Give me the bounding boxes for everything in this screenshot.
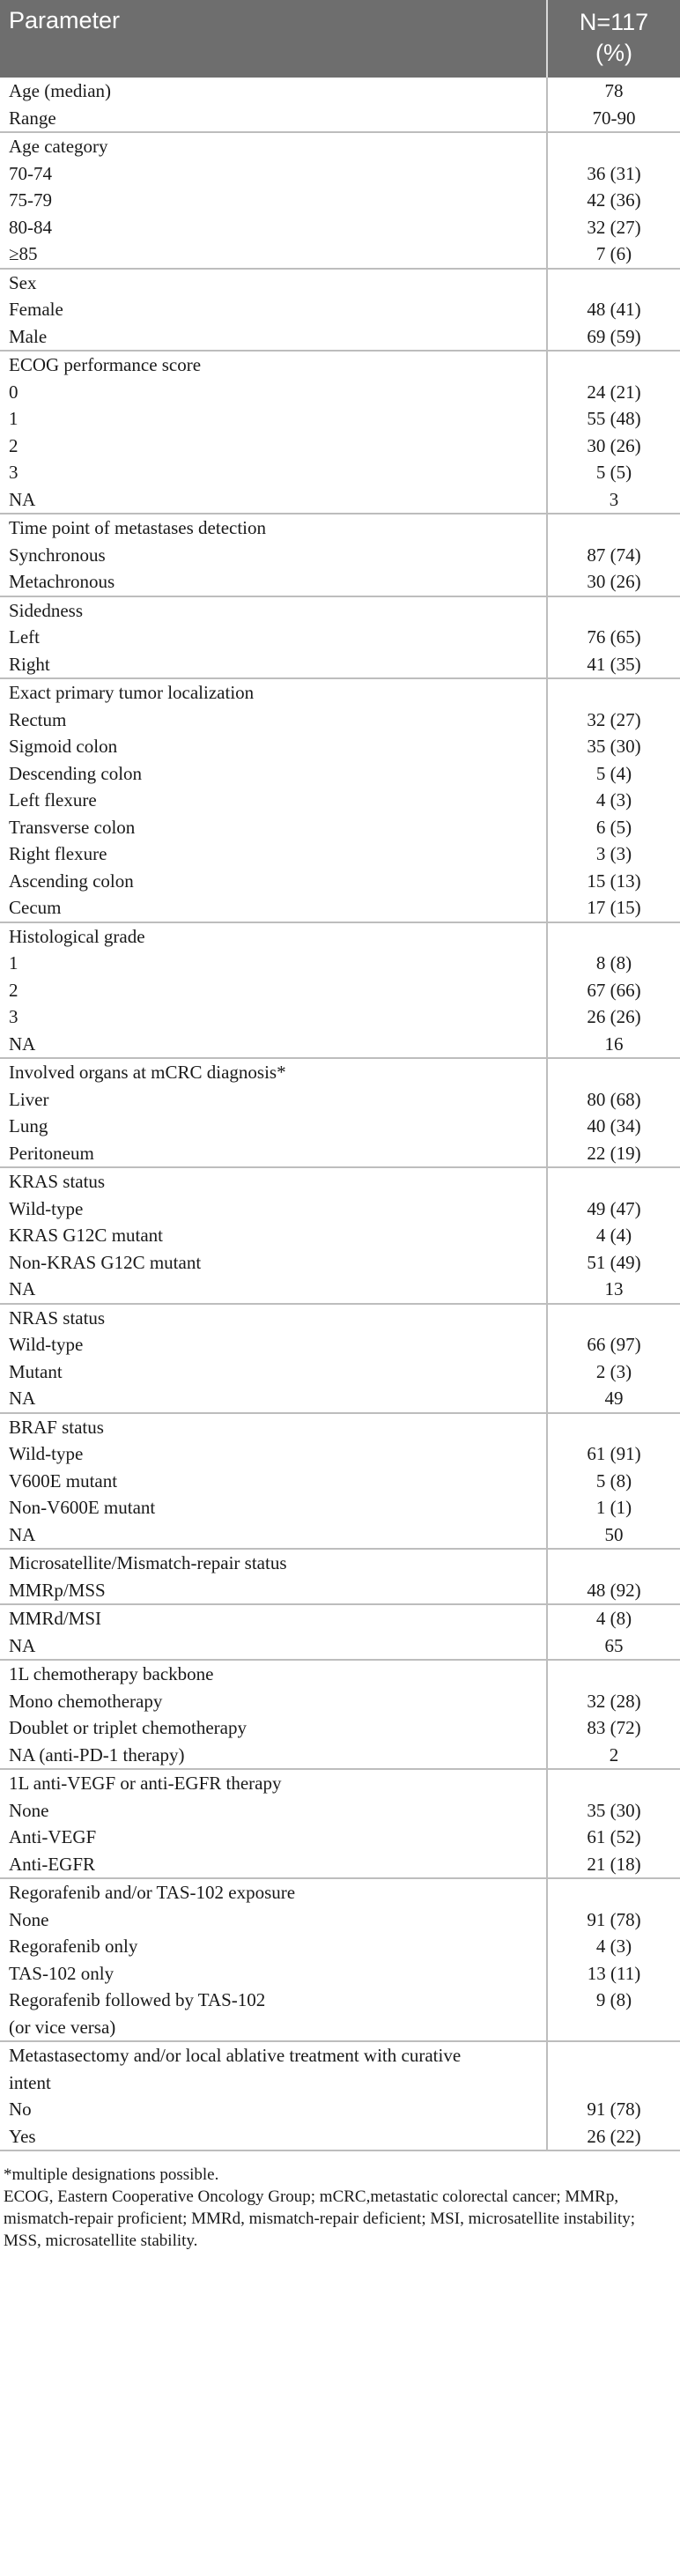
- parameter-value: 78: [604, 80, 624, 101]
- parameter-label: NRAS status: [9, 1307, 106, 1329]
- parameter-label: TAS-102 only: [9, 1962, 115, 1984]
- parameter-label: ECOG performance score: [9, 354, 202, 375]
- parameter-label: 2: [9, 434, 18, 456]
- parameter-cell: [0, 1605, 546, 1659]
- value-cell: [546, 1414, 680, 1549]
- parameter-label: Synchronous: [9, 544, 106, 566]
- parameter-value: 91 (78): [587, 2099, 641, 2120]
- table-row-group: [0, 2042, 680, 2151]
- parameter-value: 21 (18): [587, 1853, 641, 1875]
- table-row-group: [0, 514, 680, 597]
- value-cell: [546, 270, 680, 351]
- parameter-value: 32 (27): [587, 216, 641, 238]
- header-n-percent: (%): [595, 40, 632, 66]
- parameter-value: 49 (47): [587, 1197, 641, 1219]
- parameter-label: Anti-EGFR: [9, 1853, 96, 1875]
- parameter-value: [548, 1414, 680, 1441]
- parameter-value: 22 (19): [587, 1142, 641, 1164]
- parameter-value: 40 (34): [587, 1115, 641, 1136]
- parameter-label: Liver: [9, 1088, 49, 1110]
- parameter-value: 17 (15): [587, 897, 641, 918]
- parameter-label: Age category: [9, 136, 108, 157]
- value-cell: [546, 1059, 680, 1166]
- parameter-label: 1: [9, 408, 18, 429]
- parameter-label: Wild-type: [9, 1197, 84, 1219]
- parameter-value: [548, 2014, 680, 2041]
- table-row-group: [0, 1661, 680, 1770]
- parameter-cell: [0, 1770, 546, 1877]
- parameter-label: None: [9, 1799, 49, 1821]
- parameter-label: Time point of metastases detection: [9, 517, 267, 538]
- parameter-value: [548, 1059, 680, 1086]
- parameter-label: Metachronous: [9, 571, 115, 592]
- parameter-value: [548, 133, 680, 160]
- parameter-value: 32 (28): [587, 1690, 641, 1712]
- parameter-label: NA (anti-PD-1 therapy): [9, 1743, 185, 1765]
- table-row-group: [0, 1168, 680, 1305]
- footnote-line: mismatch-repair proficient; MMRd, mismatch-repair deficient; MSI, microsatellite instability;: [4, 2210, 636, 2228]
- table-row-group: [0, 1879, 680, 2042]
- value-cell: [546, 1770, 680, 1877]
- parameter-value: 9 (8): [595, 1989, 632, 2010]
- parameter-value: 61 (52): [587, 1826, 641, 1847]
- parameter-label: None: [9, 1908, 49, 1930]
- parameter-value: 3: [609, 488, 619, 510]
- parameter-value: 55 (48): [587, 408, 641, 429]
- parameter-cell: [0, 1879, 546, 2040]
- parameter-label: Rectum: [9, 708, 67, 730]
- parameter-label: 3: [9, 1006, 18, 1027]
- parameter-label: Lung: [9, 1115, 48, 1136]
- parameter-label: No: [9, 2099, 32, 2120]
- value-cell: [546, 352, 680, 513]
- parameter-label: Yes: [9, 2125, 36, 2147]
- parameter-label: (or vice versa): [9, 2016, 116, 2038]
- parameter-cell: [0, 514, 546, 596]
- parameter-label: Sex: [9, 271, 37, 293]
- parameter-value: 69 (59): [587, 325, 641, 347]
- footnote-line: MSS, microsatellite stability.: [4, 2232, 198, 2250]
- parameter-value: 26 (22): [587, 2125, 641, 2147]
- parameter-value: 65: [604, 1634, 624, 1656]
- parameter-value: 4 (8): [595, 1608, 632, 1629]
- parameter-value: 41 (35): [587, 653, 641, 675]
- parameter-value: 91 (78): [587, 1908, 641, 1930]
- parameter-label: Anti-VEGF: [9, 1826, 97, 1847]
- table-row-group: [0, 597, 680, 680]
- parameter-value: 30 (26): [587, 434, 641, 456]
- parameter-value: 49: [604, 1388, 624, 1409]
- parameter-label: Peritoneum: [9, 1142, 94, 1164]
- table-row-group: [0, 1059, 680, 1168]
- parameter-label: NA: [9, 1388, 36, 1409]
- parameter-value: 42 (36): [587, 189, 641, 211]
- parameter-value: [548, 1305, 680, 1332]
- parameter-value: 70-90: [592, 107, 636, 129]
- parameter-value: [548, 679, 680, 707]
- parameter-label: Regorafenib followed by TAS-102: [9, 1989, 266, 2010]
- parameter-value: 30 (26): [587, 571, 641, 592]
- parameter-cell: [0, 1414, 546, 1549]
- header-parameter: Parameter: [9, 7, 121, 33]
- parameter-label: Wild-type: [9, 1334, 84, 1355]
- value-cell: [546, 2042, 680, 2150]
- parameter-label: 75-79: [9, 189, 52, 211]
- parameter-label: Male: [9, 325, 48, 347]
- parameter-label: MMRd/MSI: [9, 1608, 102, 1629]
- value-cell: [546, 1305, 680, 1412]
- parameter-value: 76 (65): [587, 626, 641, 648]
- parameter-label: V600E mutant: [9, 1469, 118, 1492]
- parameter-label: Right flexure: [9, 843, 107, 864]
- header-n: [546, 0, 680, 78]
- table-row-group: [0, 1414, 680, 1551]
- value-cell: [546, 1168, 680, 1303]
- parameter-value: 4 (3): [595, 1936, 632, 1957]
- parameter-label: Mono chemotherapy: [9, 1690, 163, 1712]
- table-row-group: [0, 923, 680, 1060]
- parameter-label: Cecum: [9, 897, 62, 918]
- parameter-label: 1L anti-VEGF or anti-EGFR therapy: [9, 1773, 282, 1794]
- table-row-group: [0, 1770, 680, 1879]
- parameter-value: 5 (4): [595, 762, 632, 784]
- parameter-label: Exact primary tumor localization: [9, 682, 255, 703]
- table-footnotes: [0, 2164, 680, 2252]
- parameter-value: 3 (3): [595, 843, 632, 864]
- parameter-label: 1: [9, 952, 18, 973]
- parameter-cell: [0, 1168, 546, 1303]
- parameter-value: 4 (3): [595, 789, 632, 811]
- parameter-value: [548, 597, 680, 625]
- parameter-label: Transverse colon: [9, 816, 136, 838]
- parameter-value: 1 (1): [595, 1497, 632, 1518]
- table-row-group: [0, 1550, 680, 1605]
- parameter-value: 8 (8): [595, 952, 632, 973]
- parameter-label: Microsatellite/Mismatch-repair status: [9, 1552, 287, 1573]
- parameter-value: [548, 1661, 680, 1688]
- value-cell: [546, 78, 680, 131]
- parameter-label: Histological grade: [9, 925, 145, 947]
- footnote-line: *multiple designations possible.: [4, 2165, 219, 2184]
- value-cell: [546, 1550, 680, 1603]
- parameter-label: BRAF status: [9, 1416, 104, 1438]
- parameter-label: Right: [9, 653, 50, 675]
- parameter-label: Involved organs at mCRC diagnosis*: [9, 1062, 286, 1083]
- parameter-label: 80-84: [9, 216, 52, 238]
- value-cell: [546, 597, 680, 678]
- table-row-group: [0, 270, 680, 352]
- parameter-value: 15 (13): [587, 870, 641, 892]
- parameter-cell: [0, 1661, 546, 1768]
- parameter-value: [548, 2069, 680, 2097]
- parameter-label: Mutant: [9, 1360, 63, 1382]
- parameter-label: Metastasectomy and/or local ablative treatment with curative: [9, 2045, 462, 2066]
- parameter-value: 6 (5): [595, 816, 632, 838]
- parameter-label: Female: [9, 299, 63, 320]
- parameter-cell: [0, 78, 546, 131]
- parameter-cell: [0, 1059, 546, 1166]
- parameter-label: Regorafenib and/or TAS-102 exposure: [9, 1882, 296, 1903]
- table-body: [0, 78, 680, 2151]
- parameter-value: 67 (66): [587, 979, 641, 1001]
- table-row-group: [0, 133, 680, 270]
- parameter-value: 35 (30): [587, 736, 641, 757]
- parameter-label: Age (median): [9, 80, 112, 101]
- parameter-label: 70-74: [9, 162, 52, 184]
- parameter-value: 5 (8): [595, 1469, 632, 1492]
- parameter-value: 4 (4): [595, 1225, 632, 1246]
- parameter-label: 0: [9, 381, 18, 403]
- parameter-cell: [0, 352, 546, 513]
- parameter-value: 36 (31): [587, 162, 641, 184]
- parameter-label: ≥85: [9, 243, 38, 264]
- parameter-label: NA: [9, 1033, 36, 1055]
- parameter-value: [548, 923, 680, 951]
- parameter-label: Descending colon: [9, 762, 143, 784]
- parameter-cell: [0, 679, 546, 922]
- parameter-value: 83 (72): [587, 1717, 641, 1738]
- parameter-value: 26 (26): [587, 1006, 641, 1027]
- parameter-label: Left flexure: [9, 789, 97, 811]
- parameter-value: [548, 1168, 680, 1195]
- parameter-label: Ascending colon: [9, 870, 134, 892]
- parameter-label: NA: [9, 488, 36, 510]
- table-row-group: [0, 679, 680, 923]
- parameter-value: 13 (11): [587, 1962, 641, 1984]
- value-cell: [546, 1605, 680, 1659]
- parameter-label: Left: [9, 626, 40, 648]
- parameter-value: [548, 352, 680, 379]
- value-cell: [546, 133, 680, 268]
- parameter-value: 48 (92): [587, 1579, 641, 1601]
- parameter-label: KRAS G12C mutant: [9, 1225, 164, 1246]
- parameter-value: 5 (5): [595, 462, 632, 483]
- parameter-value: 2 (3): [595, 1360, 632, 1382]
- parameter-label: 3: [9, 462, 18, 483]
- parameter-value: 80 (68): [587, 1088, 641, 1110]
- value-cell: [546, 1661, 680, 1768]
- value-cell: [546, 514, 680, 596]
- parameter-value: [548, 270, 680, 297]
- parameter-value: 16: [604, 1033, 624, 1055]
- parameter-value: 7 (6): [595, 243, 632, 264]
- parameter-value: [548, 1879, 680, 1906]
- parameter-cell: [0, 597, 546, 678]
- parameter-label: KRAS status: [9, 1171, 106, 1192]
- parameter-label: 1L chemotherapy backbone: [9, 1663, 214, 1684]
- parameter-label: Sigmoid colon: [9, 736, 118, 757]
- parameter-value: 13: [604, 1278, 624, 1299]
- parameter-label: Sidedness: [9, 599, 83, 621]
- value-cell: [546, 1879, 680, 2040]
- value-cell: [546, 923, 680, 1058]
- parameter-label: Non-V600E mutant: [9, 1497, 156, 1518]
- parameter-cell: [0, 270, 546, 351]
- parameter-cell: [0, 1550, 546, 1603]
- parameter-value: 61 (91): [587, 1443, 641, 1464]
- table-row-group: [0, 78, 680, 133]
- parameter-value: [548, 1550, 680, 1577]
- parameter-value: 66 (97): [587, 1334, 641, 1355]
- parameter-label: 2: [9, 979, 18, 1001]
- parameter-label: Non-KRAS G12C mutant: [9, 1251, 202, 1273]
- parameter-value: 87 (74): [587, 544, 641, 566]
- parameter-label: NA: [9, 1278, 36, 1299]
- table-row-group: [0, 1605, 680, 1661]
- parameter-label: Doublet or triplet chemotherapy: [9, 1717, 247, 1738]
- table-header: [0, 0, 680, 78]
- table-row-group: [0, 352, 680, 514]
- footnote-line: ECOG, Eastern Cooperative Oncology Group; mCRC,metastatic colorectal cancer; MMRp,: [4, 2187, 619, 2206]
- parameter-value: 50: [604, 1523, 624, 1545]
- parameter-label: Wild-type: [9, 1443, 84, 1464]
- parameter-value: 2: [609, 1743, 619, 1765]
- parameter-value: [548, 2042, 680, 2069]
- parameter-label: NA: [9, 1523, 36, 1545]
- parameter-cell: [0, 2042, 546, 2150]
- parameter-value: [548, 1770, 680, 1797]
- parameter-value: [548, 514, 680, 542]
- parameter-label: Range: [9, 107, 56, 129]
- parameter-value: 32 (27): [587, 708, 641, 730]
- parameter-label: Regorafenib only: [9, 1936, 138, 1957]
- parameter-label: intent: [9, 2071, 51, 2093]
- parameter-cell: [0, 133, 546, 268]
- value-cell: [546, 679, 680, 922]
- header-n-count: N=117: [579, 9, 649, 35]
- parameter-cell: [0, 1305, 546, 1412]
- parameter-value: 48 (41): [587, 299, 641, 320]
- parameter-value: 24 (21): [587, 381, 641, 403]
- parameter-label: MMRp/MSS: [9, 1579, 106, 1601]
- parameter-cell: [0, 923, 546, 1058]
- table-row-group: [0, 1305, 680, 1414]
- parameter-value: 51 (49): [587, 1251, 641, 1273]
- parameter-label: NA: [9, 1634, 36, 1656]
- parameter-value: 35 (30): [587, 1799, 641, 1821]
